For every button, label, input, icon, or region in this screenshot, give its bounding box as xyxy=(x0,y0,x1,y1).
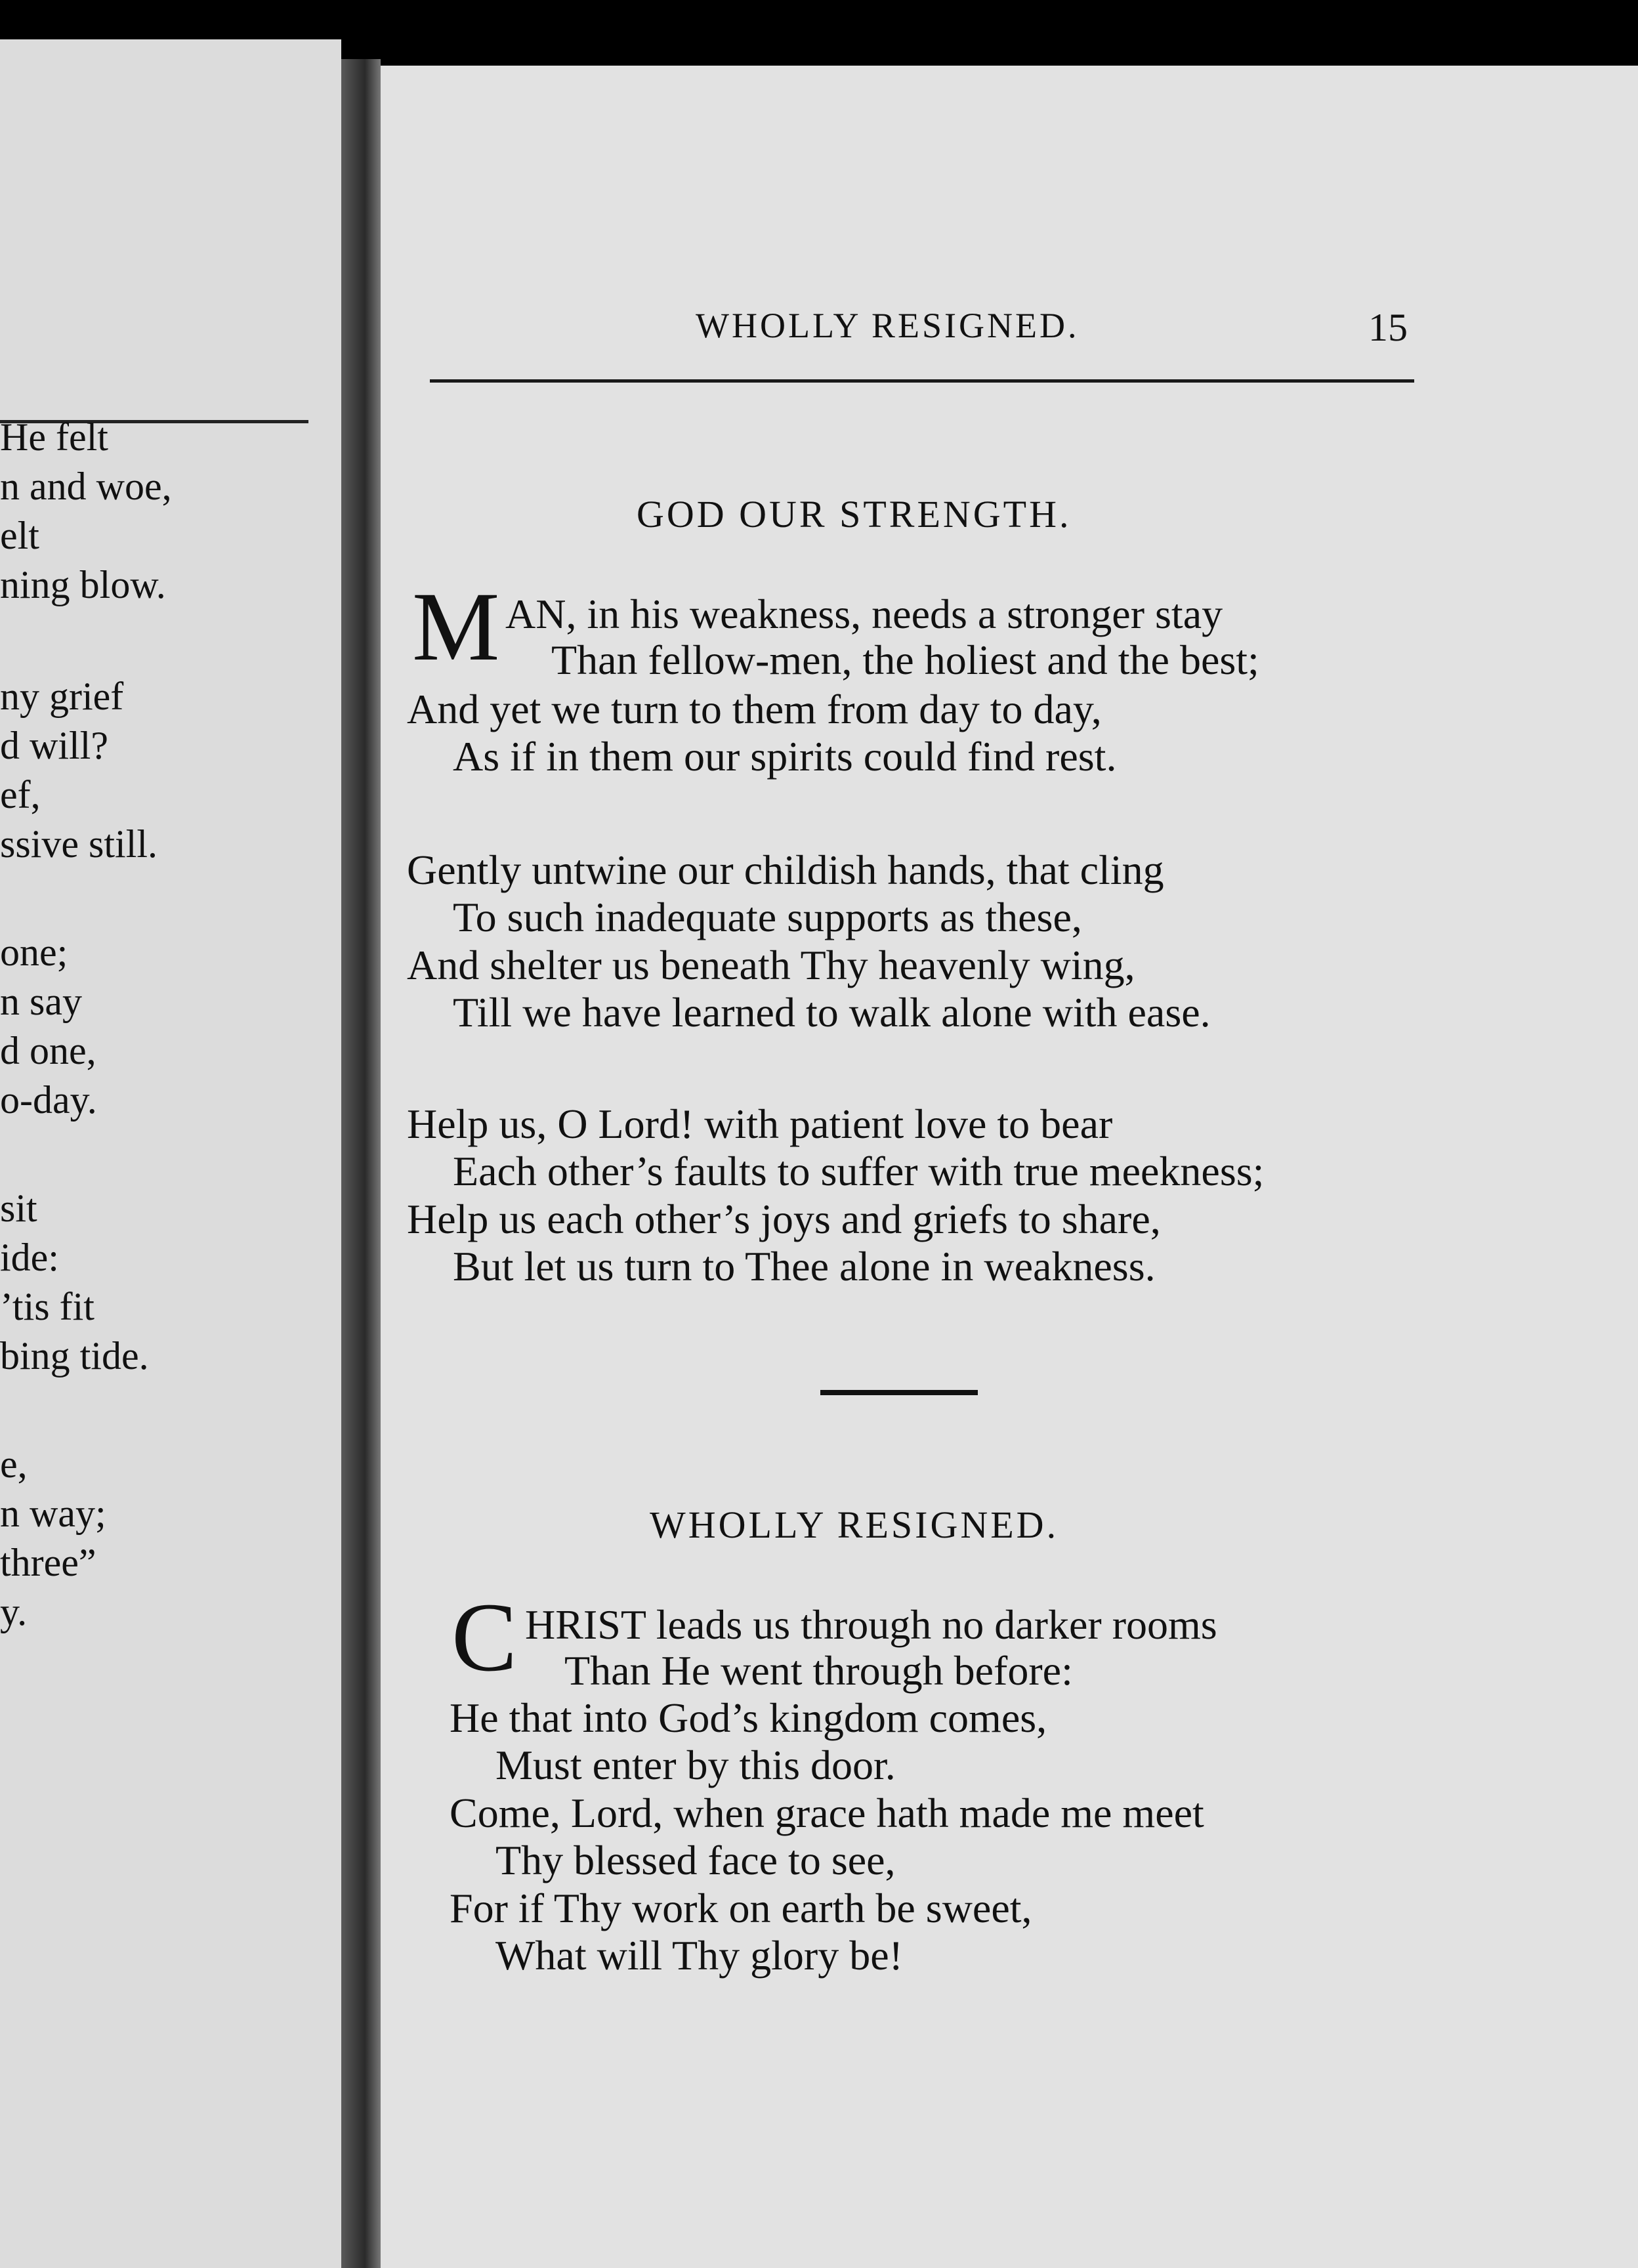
header-rule xyxy=(430,379,1414,383)
verse-line: Thy blessed face to see, xyxy=(495,1837,896,1883)
left-page-line: d one, xyxy=(0,1029,96,1072)
left-page-line: y. xyxy=(0,1590,28,1633)
verse-line: Gently untwine our childish hands, that cling xyxy=(407,847,1164,893)
book-gutter-shadow xyxy=(341,59,381,2268)
verse-line: Help us, O Lord! with patient love to bear xyxy=(407,1101,1113,1147)
left-page-line: one; xyxy=(0,931,68,974)
left-page-line: n way; xyxy=(0,1492,106,1535)
left-page-line: n say xyxy=(0,980,82,1023)
left-page-line: e, xyxy=(0,1442,28,1486)
verse-line: Come, Lord, when grace hath made me meet xyxy=(450,1790,1204,1836)
left-page-line: ssive still. xyxy=(0,822,158,866)
poem-title-god-our-strength: GOD OUR STRENGTH. xyxy=(637,493,1072,536)
verse-line: And yet we turn to them from day to day, xyxy=(407,686,1102,732)
verse-line: But let us turn to Thee alone in weakness. xyxy=(453,1243,1156,1290)
verse-line: And shelter us beneath Thy heavenly wing, xyxy=(407,942,1135,988)
verse-line: Till we have learned to walk alone with ease. xyxy=(453,989,1211,1036)
left-page-line: ning blow. xyxy=(0,563,166,606)
left-page-line: bing tide. xyxy=(0,1334,149,1377)
drop-cap: M xyxy=(412,572,500,681)
verse-line: Help us each other’s joys and griefs to share, xyxy=(407,1196,1161,1242)
left-page-line: elt xyxy=(0,514,39,557)
verse-line: What will Thy glory be! xyxy=(495,1932,903,1979)
left-page-line: sit xyxy=(0,1186,37,1230)
running-head: WHOLLY RESIGNED. xyxy=(696,306,1080,345)
left-page-line: n and woe, xyxy=(0,465,172,508)
left-page-line: ide: xyxy=(0,1236,59,1279)
left-page-line: ’tis fit xyxy=(0,1285,94,1328)
left-page-line: d will? xyxy=(0,724,108,767)
left-page-line: three” xyxy=(0,1541,96,1584)
left-page-line: ny grief xyxy=(0,675,124,718)
verse-line: As if in them our spirits could find rest. xyxy=(453,733,1117,780)
verse-line: Must enter by this door. xyxy=(495,1742,896,1788)
poem-title-wholly-resigned: WHOLLY RESIGNED. xyxy=(650,1503,1059,1546)
left-page-line: ef, xyxy=(0,773,41,816)
section-divider-rule xyxy=(820,1390,978,1395)
verse-line: AN, in his weakness, needs a stronger stay xyxy=(505,591,1223,637)
page-number: 15 xyxy=(1368,306,1408,349)
verse-line: For if Thy work on earth be sweet, xyxy=(450,1885,1032,1931)
verse-line: Than fellow-men, the holiest and the best; xyxy=(551,637,1259,683)
verse-line: To such inadequate supports as these, xyxy=(453,894,1082,940)
verse-line: He that into God’s kingdom comes, xyxy=(450,1694,1047,1741)
drop-cap: C xyxy=(452,1583,518,1692)
left-page-line: o-day. xyxy=(0,1078,97,1122)
verse-line: Each other’s faults to suffer with true meekness; xyxy=(453,1148,1265,1194)
verse-line: Than He went through before: xyxy=(564,1647,1073,1694)
verse-line: HRIST leads us through no darker rooms xyxy=(525,1601,1217,1648)
left-page-line: He felt xyxy=(0,415,108,459)
left-facing-page xyxy=(0,39,341,2268)
